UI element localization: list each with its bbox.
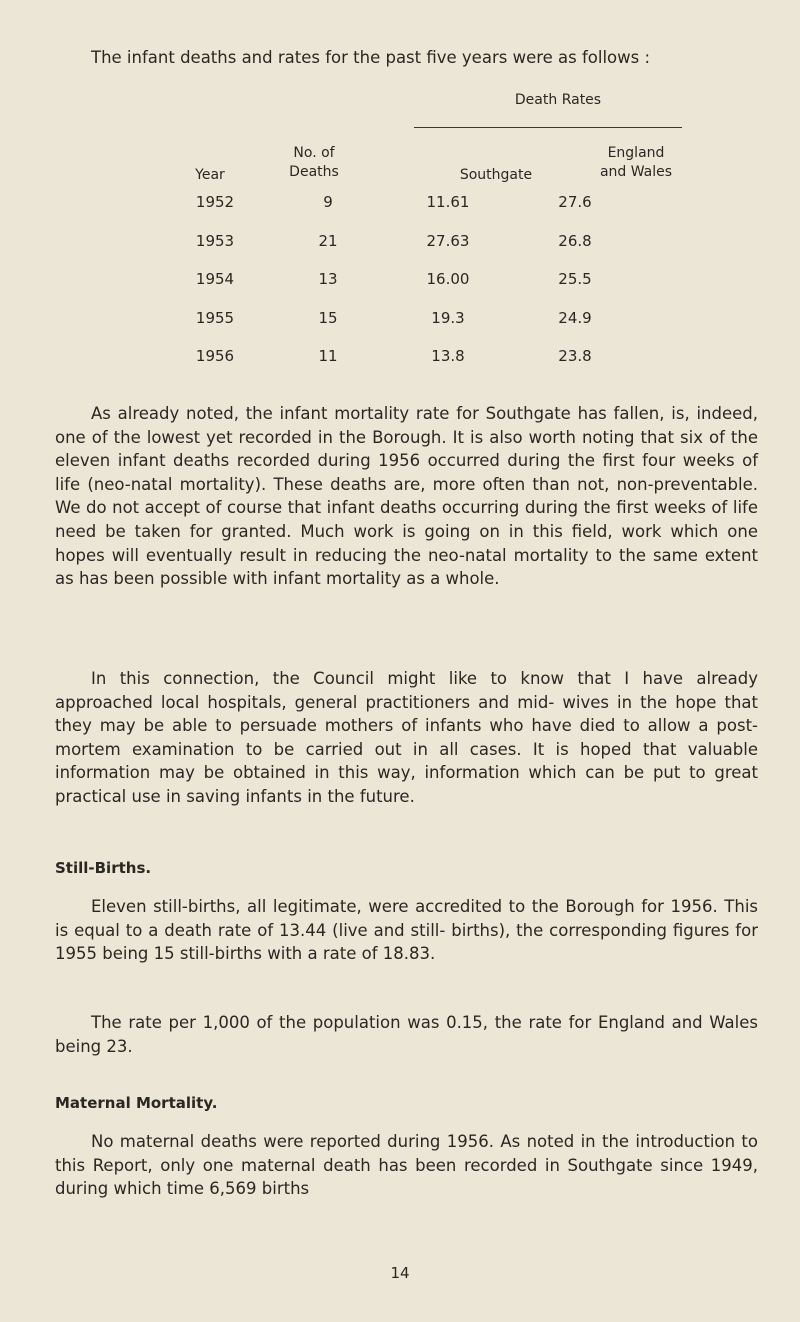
col-header-ew-line2: and Wales: [599, 164, 673, 180]
intro-paragraph: The infant deaths and rates for the past five years were as follows :: [91, 48, 651, 67]
infant-mortality-paragraph: As already noted, the infant mortality rate for Southgate has fallen, is, indeed, one of the lowest yet recorded in the Borough. It is also worth noting that six of the eleven infant deaths recorded during 1956 occurred during the first four weeks of life (neo-natal mortality). These deaths are, more often than not, non-preventable. We do not accept of course that infant deaths occurring during the first weeks of life need be taken for granted. Much work is going on in this field, work which one hopes will eventually result in reducing the neo-natal mortality to the same extent as has been possible with infant mortality as a whole.: [55, 404, 758, 589]
group-header-rule: [414, 127, 682, 128]
table-row: [150, 347, 630, 386]
col-header-deaths-line1: No. of: [293, 145, 335, 161]
death-rates-group-header: Death Rates: [514, 92, 602, 108]
maternal-mortality-paragraph: No maternal deaths were reported during 1956. As noted in the introduction to this Report, only one maternal death has been recorded in Southgate since 1949, during which time 6,569 births: [55, 1132, 758, 1199]
col-header-ew-line1: England: [607, 145, 665, 161]
col-header-year: Year: [195, 167, 225, 183]
year-cell: 1956: [195, 347, 235, 366]
post-mortem-paragraph: In this connection, the Council might like to know that I have already approached local hospitals, general practitioners and mid- wives in the hope that they may be able to persuade mothers of infants who have died to allow a post-mortem examination to be carried out in all cases. It is hoped that valuable information may be obtained in this way, information which can be put to great practical use in saving infants in the future.: [55, 669, 758, 806]
deaths-cell: 9: [323, 193, 333, 211]
southgate-rate-cell: 16.00: [426, 270, 470, 289]
southgate-rate-cell: 13.8: [431, 347, 465, 366]
table-row: [150, 309, 630, 348]
southgate-rate-cell: 11.61: [426, 193, 470, 211]
still-births-paragraph: Eleven still-births, all legitimate, were accredited to the Borough for 1956. This is equal to a death rate of 13.44 (live and still- births), the corresponding figures for 1955 being 15 still-births with a rate of 18.83.: [55, 897, 758, 964]
col-header-deaths-line2: Deaths: [289, 164, 339, 180]
still-births-heading: Still-Births.: [55, 859, 152, 877]
southgate-rate-cell: 27.63: [426, 231, 470, 250]
table-row: [150, 232, 630, 271]
col-header-southgate: Southgate: [459, 167, 533, 183]
page-number: 14: [390, 1264, 410, 1282]
deaths-cell: 11: [318, 347, 338, 366]
population-rate-paragraph: The rate per 1,000 of the population was 0.15, the rate for England and Wales being 23.: [55, 1013, 758, 1056]
col-header-deaths: [268, 144, 360, 182]
table-row: [150, 270, 630, 309]
southgate-rate-cell: 19.3: [431, 308, 465, 327]
year-cell: 1954: [195, 270, 235, 289]
deaths-cell: 15: [318, 308, 338, 327]
england-wales-rate-cell: 27.6: [558, 193, 592, 211]
col-header-england-wales: [576, 144, 696, 182]
infant-deaths-data: [150, 193, 630, 386]
england-wales-rate-cell: 26.8: [558, 231, 592, 250]
england-wales-rate-cell: 24.9: [558, 308, 592, 327]
deaths-cell: 13: [318, 270, 338, 289]
deaths-cell: 21: [318, 231, 338, 250]
england-wales-rate-cell: 23.8: [558, 347, 592, 366]
maternal-mortality-heading: Maternal Mortality.: [55, 1094, 218, 1112]
year-cell: 1953: [195, 231, 235, 250]
year-cell: 1952: [195, 193, 235, 211]
table-row: [150, 193, 630, 232]
year-cell: 1955: [195, 308, 235, 327]
england-wales-rate-cell: 25.5: [558, 270, 592, 289]
